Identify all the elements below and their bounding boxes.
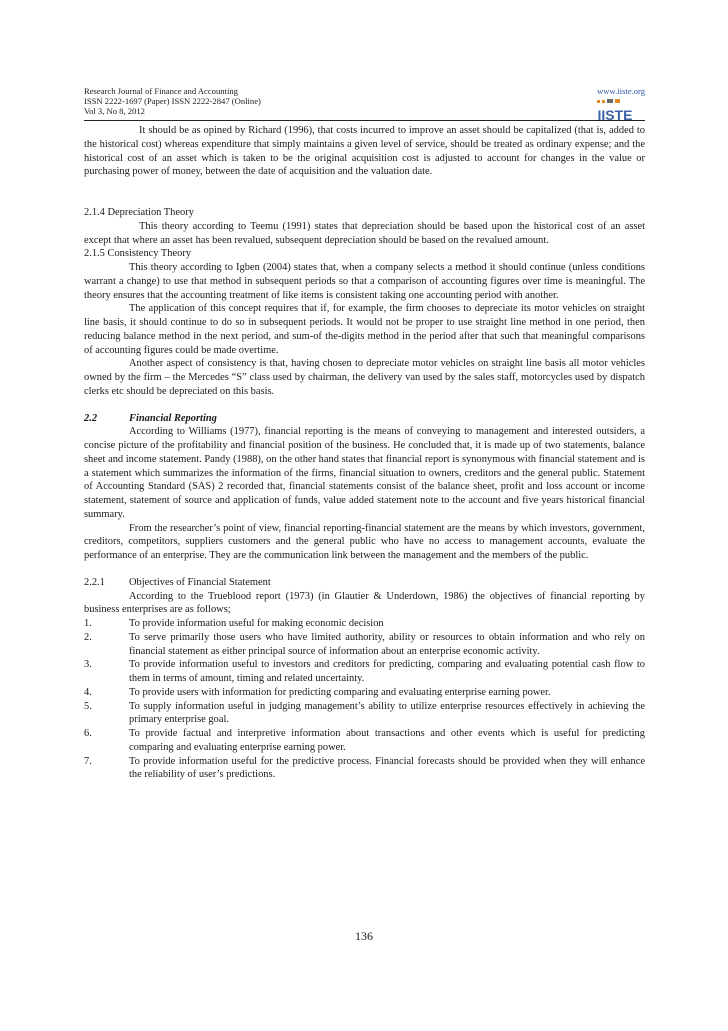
list-item: 4. To provide users with information for predicting comparing and evaluating enterprise earning power. (84, 686, 551, 698)
section-2-1-5-paragraph-1: This theory according to Igben (2004) states that, when a company selects a method it should continue (unless conditions warrant a change) to use that method in subsequent periods so that a comparison of accounting figures over time is meaningful. The theory ensures that the accounting treatment of like items is consistent taking one accounting period with another. (84, 262, 645, 301)
section-2-2-paragraph-1: According to Williams (1977), financial reporting is the means of conveying to management and interested outsiders, a concise picture of the profitability and financial position of the business. He concluded that, it is made up of two statements, balance sheet and income statement. Pandy (1988), on the other hand states that financial report is synonymous with financial statement and is a statement which summarizes the information of the firms, financial situation to owners, creditors and the general public. Statement of Accounting Standard (SAS) 2 recorded that, financial statements consist of the balance sheet, profit and loss account or income statement, statement of source and application of funds, value added statement note to the account and five years historical financial summary. (84, 426, 645, 520)
section-2-1-5-paragraph-2: The application of this concept requires that if, for example, the firm chooses to depreciate its motor vehicles on straight line basis, it should continue to do so in subsequent periods. It would not be proper to use straight line method in one period, then reducing balance method in the next period, and sum-of the-digits method in the period after that such that meaningful comparisons of accounting figures could be made overtime. (84, 303, 645, 356)
journal-url[interactable]: www.iiste.org (597, 86, 645, 96)
section-2-2-paragraph-2: From the researcher’s point of view, financial reporting-financial statement are the means by which investors, government, creditors, competitors, suppliers customers and the general public who have no access to management accounts, evaluate the performance of an enterprise. They are the communication link between the management and the members of the public. (84, 522, 645, 561)
section-2-2-title: Financial Reporting (129, 412, 217, 424)
list-item: 1. To provide information useful for making economic decision (84, 618, 384, 629)
section-2-2-number: 2.2 (84, 412, 98, 424)
section-2-1-5-paragraph-3: Another aspect of consistency is that, having chosen to depreciate motor vehicles on straight line basis all motor vehicles owned by the firm – the Mercedes “S” class used by chairman, the delivery van used by the sales staff, motorcycles used by dispatch clerks etc should be depreciated on this basis. (84, 358, 645, 397)
section-2-1-5-heading: 2.1.5 Consistency Theory (84, 248, 192, 260)
list-item: 7. To provide information useful for the predictive process. Financial forecasts should be provided when they will enhance the reliability of user’s predictions. (84, 755, 645, 781)
section-2-1-4-heading: 2.1.4 Depreciation Theory (84, 207, 194, 218)
section-2-2-heading (84, 412, 645, 426)
list-item: 2. To serve primarily those users who have limited authority, ability or resources to obtain information and who rely on financial statement as either principal source of information about an enterprise economic activity. (84, 631, 645, 657)
section-2-2-1-heading (84, 576, 645, 590)
list-item: 6. To provide factual and interpretive information about transactions and other events which is useful for predicting comparing and evaluating enterprise earning power. (84, 728, 645, 753)
section-2-2-1-intro: According to the Trueblood report (1973) (in Glautier & Underdown, 1986) the objectives of financial reporting by business enterprises are as follows; (84, 590, 645, 616)
running-header (84, 86, 645, 121)
volume-line: Vol 3, No 8, 2012 (84, 106, 145, 116)
journal-page (84, 86, 645, 782)
svg-text:IISTE: IISTE (597, 107, 633, 123)
issn-line: ISSN 2222-1697 (Paper) ISSN 2222-2847 (Online) (84, 96, 261, 106)
section-2-2-1-title: Objectives of Financial Statement (129, 576, 271, 588)
list-item: 5. To supply information useful in judging management’s ability to utilize enterprise resources effectively in achieving the primary enterprise goal. (84, 700, 645, 726)
objectives-list (84, 617, 645, 782)
section-2-1-4-text: This theory according to Teemu (1991) states that depreciation should be based upon the historical cost of an asset except that where an asset has been revalued, subsequent depreciation should be based on the revalued amount. (84, 220, 645, 246)
journal-title: Research Journal of Finance and Accounting (84, 86, 238, 96)
intro-paragraph: It should be as opined by Richard (1996), that costs incurred to improve an asset should be capitalized (that is, added to the historical cost) whereas expenditure that simply maintains a given level of service, should be treated as ordinary expense; and the historical cost of an asset which is taken to be the original acquisition cost is adjusted to account for changes in the value or purchasing power of money, between the date of acquisition and the valuation date. (84, 125, 645, 178)
list-item: 3. To provide information useful to investors and creditors for predicting, comparing and evaluating potential cash flow to them in terms of amount, timing and related uncertainty. (84, 659, 645, 684)
section-2-2-1-number: 2.2.1 (84, 576, 105, 588)
iiste-logo (595, 98, 635, 124)
header-rule (84, 120, 645, 121)
page-number: 136 (355, 929, 373, 943)
